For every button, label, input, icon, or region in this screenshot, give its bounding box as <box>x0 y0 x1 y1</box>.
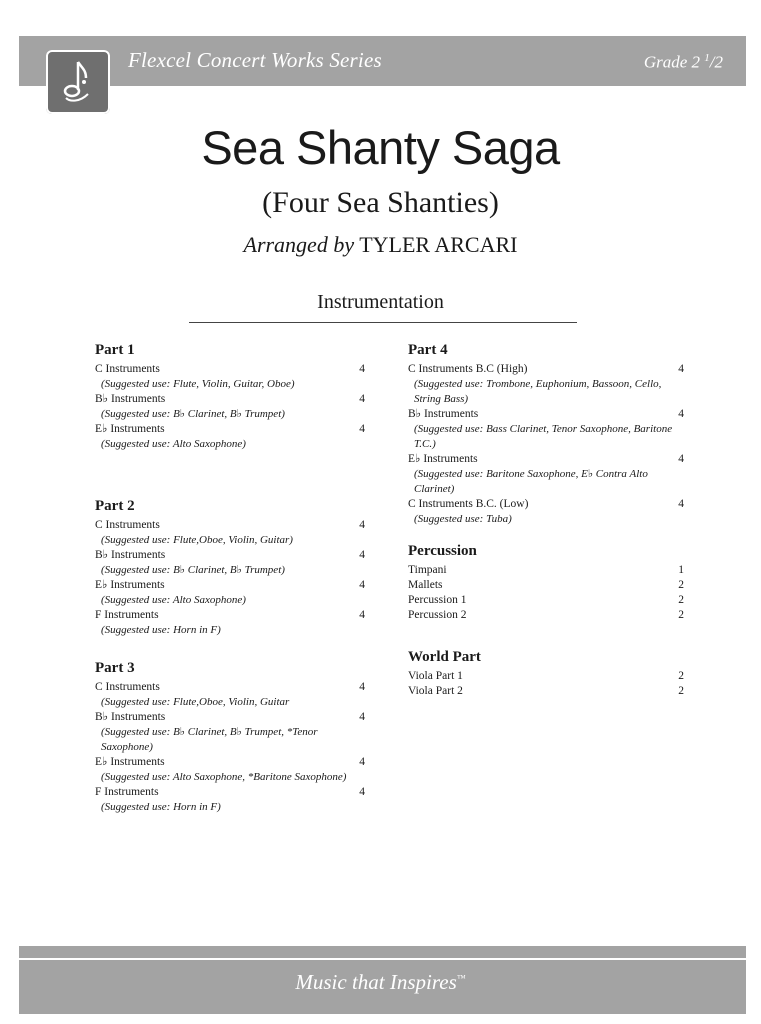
instrument-row <box>95 608 365 623</box>
instrument-row <box>408 362 684 377</box>
instrument-row <box>95 680 365 695</box>
grade-label <box>644 52 723 73</box>
instrument-name: F Instruments <box>95 609 159 621</box>
series-title: Flexcel Concert Works Series <box>128 48 382 72</box>
instrument-section <box>408 342 684 527</box>
instrument-quantity: 4 <box>359 579 365 591</box>
suggested-use-note: (Suggested use: Flute,Oboe, Violin, Guitar) <box>101 534 293 546</box>
instrument-quantity: 4 <box>359 519 365 531</box>
suggested-use-note: (Suggested use: Alto Saxophone, *Baritone Saxophone) <box>101 771 347 783</box>
instrument-name: C Instruments <box>95 519 160 531</box>
instrument-name: Percussion 2 <box>408 609 467 621</box>
instrument-name: Viola Part 2 <box>408 685 463 697</box>
instrument-quantity: 2 <box>678 685 684 697</box>
footer-divider <box>19 958 746 960</box>
instrument-section <box>95 660 365 815</box>
instrument-name: C Instruments B.C. (Low) <box>408 498 529 510</box>
instrument-quantity: 2 <box>678 609 684 621</box>
instrument-row <box>95 755 365 770</box>
instrument-quantity: 4 <box>359 549 365 561</box>
arranged-by-label: Arranged by <box>243 232 355 257</box>
instrument-name: B♭ Instruments <box>95 549 166 561</box>
instrument-quantity: 2 <box>678 670 684 682</box>
suggested-use-note: (Suggested use: Horn in F) <box>101 624 221 636</box>
suggested-use-note: (Suggested use: B♭ Clarinet, B♭ Trumpet) <box>101 564 285 576</box>
instrument-row <box>408 563 684 578</box>
suggested-use-note: (Suggested use: B♭ Clarinet, B♭ Trumpet) <box>101 408 285 420</box>
instrument-row <box>95 362 365 377</box>
instrument-quantity: 2 <box>678 579 684 591</box>
page-title: Sea Shanty Saga <box>201 121 560 174</box>
instrument-row <box>408 497 684 512</box>
instrument-name: C Instruments <box>95 681 160 693</box>
instrument-quantity: 4 <box>359 363 365 375</box>
instrument-quantity: 4 <box>678 453 684 465</box>
suggested-use-note: (Suggested use: Flute, Violin, Guitar, Oboe) <box>101 378 295 390</box>
instrument-name: B♭ Instruments <box>408 408 479 420</box>
instrument-row <box>95 422 365 437</box>
suggested-use-note: (Suggested use: Alto Saxophone) <box>101 438 246 450</box>
suggested-use-note: (Suggested use: Alto Saxophone) <box>101 594 246 606</box>
heading-divider <box>189 322 577 323</box>
instrument-row <box>95 518 365 533</box>
instrument-quantity: 4 <box>359 393 365 405</box>
suggested-use-note: (Suggested use: Baritone Saxophone, E♭ Contra Alto Clarinet) <box>414 468 648 495</box>
instrument-row <box>408 608 684 623</box>
suggested-use-note: (Suggested use: Horn in F) <box>101 801 221 813</box>
instrument-quantity: 4 <box>359 609 365 621</box>
instrument-quantity: 4 <box>678 408 684 420</box>
instrument-row <box>408 407 684 422</box>
instrument-row <box>95 548 365 563</box>
instrument-quantity: 1 <box>678 564 684 576</box>
instrument-quantity: 4 <box>359 423 365 435</box>
music-note-logo-icon <box>56 58 100 106</box>
instrument-name: Percussion 1 <box>408 594 467 606</box>
instrument-row <box>408 578 684 593</box>
instrumentation-heading: Instrumentation <box>317 291 444 313</box>
instrument-name: E♭ Instruments <box>95 579 165 591</box>
suggested-use-note: (Suggested use: Trombone, Euphonium, Bassoon, Cello, String Bass) <box>414 378 662 405</box>
grade-fraction-denominator: /2 <box>709 52 723 72</box>
grade-fraction-numerator: 1 <box>704 52 710 64</box>
instrument-quantity: 4 <box>678 363 684 375</box>
instrument-quantity: 4 <box>359 711 365 723</box>
instrument-quantity: 4 <box>678 498 684 510</box>
instrument-name: C Instruments B.C (High) <box>408 363 528 375</box>
footer-tagline <box>0 970 761 995</box>
instrument-name: Mallets <box>408 579 443 591</box>
section-title: Part 2 <box>95 498 135 514</box>
instrument-name: E♭ Instruments <box>408 453 478 465</box>
instrumentation-left-column <box>95 342 365 815</box>
page-subtitle: (Four Sea Shanties) <box>262 186 499 219</box>
instrument-row <box>95 710 365 725</box>
instrumentation-right-column <box>408 342 684 699</box>
suggested-use-note: (Suggested use: Bass Clarinet, Tenor Saxophone, Baritone T.C.) <box>414 423 673 450</box>
instrument-name: Viola Part 1 <box>408 670 463 682</box>
suggested-use-note: (Suggested use: Flute,Oboe, Violin, Guitar <box>101 696 290 708</box>
instrument-row <box>408 593 684 608</box>
section-title: Percussion <box>408 543 477 559</box>
publisher-logo <box>46 50 110 114</box>
instrument-name: Timpani <box>408 564 447 576</box>
section-title: Part 3 <box>95 660 135 676</box>
instrument-quantity: 4 <box>359 681 365 693</box>
instrument-section <box>95 342 365 452</box>
instrument-name: C Instruments <box>95 363 160 375</box>
instrument-section <box>408 649 684 699</box>
tagline-text: Music that Inspires <box>295 970 457 994</box>
instrument-name: B♭ Instruments <box>95 711 166 723</box>
instrument-row <box>408 669 684 684</box>
arranger-line <box>0 232 761 258</box>
section-title: World Part <box>408 649 481 665</box>
instrument-row <box>95 578 365 593</box>
instrument-section <box>408 543 684 623</box>
suggested-use-note: (Suggested use: Tuba) <box>414 513 512 525</box>
instrument-name: E♭ Instruments <box>95 756 165 768</box>
section-title: Part 4 <box>408 342 448 358</box>
section-title: Part 1 <box>95 342 135 358</box>
instrument-row <box>95 785 365 800</box>
instrument-name: E♭ Instruments <box>95 423 165 435</box>
suggested-use-note: (Suggested use: B♭ Clarinet, B♭ Trumpet, *Tenor Saxophone) <box>101 726 318 753</box>
instrument-row <box>408 684 684 699</box>
instrument-quantity: 4 <box>359 756 365 768</box>
instrument-row <box>408 452 684 467</box>
instrument-quantity: 2 <box>678 594 684 606</box>
instrument-section <box>95 498 365 638</box>
instrument-name: B♭ Instruments <box>95 393 166 405</box>
instrument-row <box>95 392 365 407</box>
arranger-name: TYLER ARCARI <box>359 232 518 257</box>
instrument-name: F Instruments <box>95 786 159 798</box>
trademark-mark: ™ <box>456 973 466 983</box>
grade-text: Grade 2 <box>643 52 705 72</box>
instrument-quantity: 4 <box>359 786 365 798</box>
